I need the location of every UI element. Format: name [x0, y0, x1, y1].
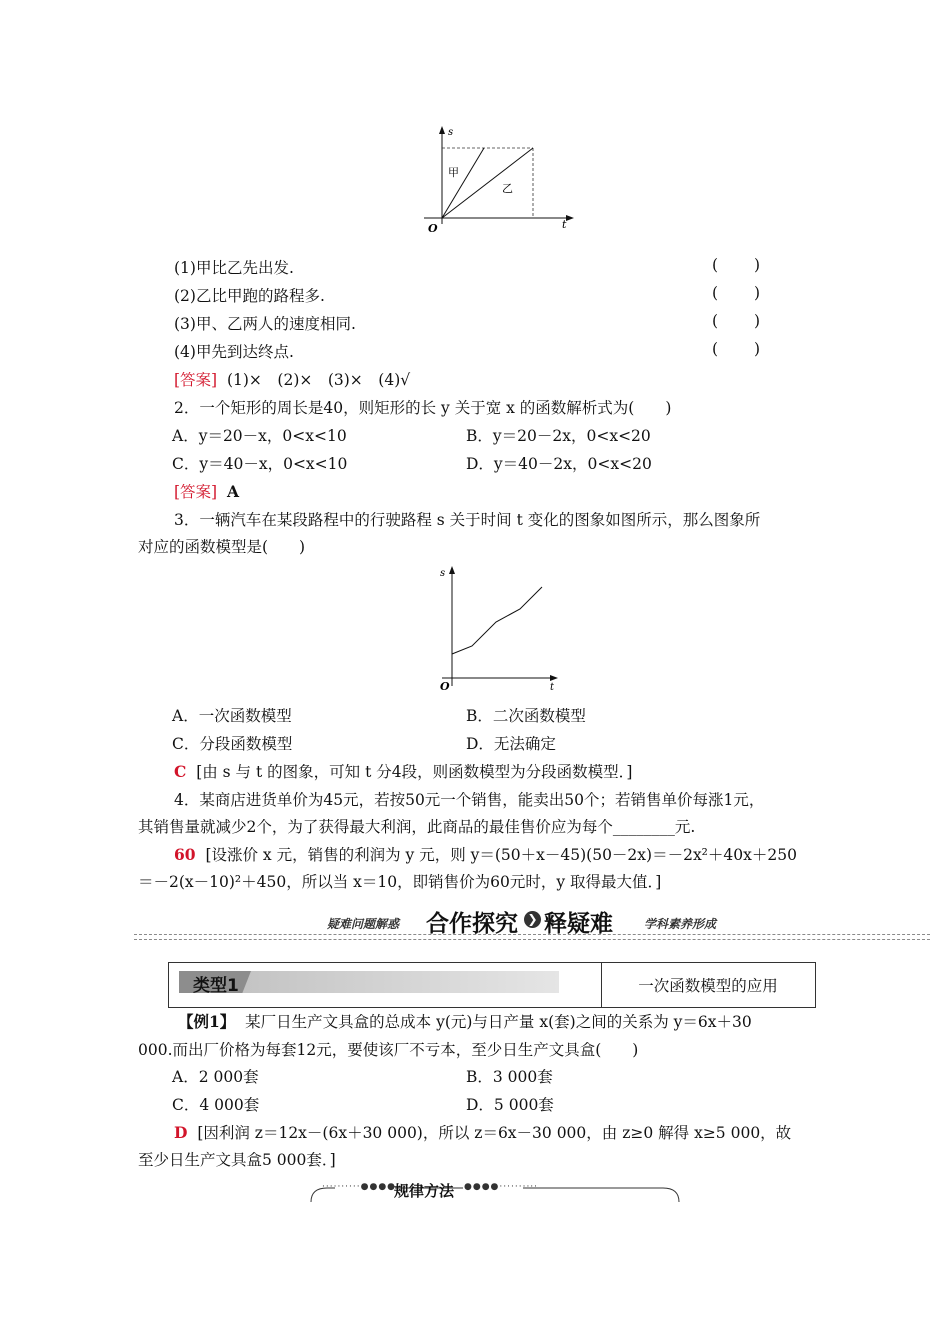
- distance-time-graph-1: [410, 124, 580, 236]
- origin-label: O: [440, 680, 450, 693]
- method-title: 规律方法: [394, 1182, 455, 1200]
- q3-option-d: D．无法确定: [466, 735, 556, 753]
- t-axis-label: t: [550, 682, 555, 693]
- q3-stem-line2: 对应的函数模型是( ): [138, 538, 306, 556]
- banner-left-text: 疑难问题解惑: [327, 917, 400, 931]
- q3-option-c: C．分段函数模型: [172, 735, 293, 753]
- ex1-option-c: C．4 000套: [172, 1096, 260, 1114]
- answer-label: [答案]: [174, 371, 218, 389]
- method-dots-right: ●●●●··········: [464, 1182, 539, 1192]
- jia-label: 甲: [448, 166, 459, 179]
- type-title: 一次函数模型的应用: [638, 977, 778, 995]
- answer-letter: D: [174, 1123, 188, 1142]
- example-label: 【例1】: [178, 1012, 236, 1031]
- q2-answer: [答案] A: [174, 482, 239, 501]
- t-axis-label: t: [562, 218, 567, 231]
- ex1-answer-line1: D [因利润 z＝12x－(6x＋30 000)，所以 z＝6x－30 000，由 z≥0 解得 x≥5 000，故: [174, 1123, 792, 1142]
- distance-time-graph-2: [430, 562, 570, 694]
- q2-option-c: C．y＝40－x，0<x<10: [172, 455, 348, 473]
- type-tag: [179, 971, 559, 996]
- banner-title-main: 合作探究: [426, 911, 518, 937]
- piecewise-line: [452, 587, 542, 654]
- q1-answer: [答案] (1)× (2)× (3)× (4)√: [174, 371, 411, 389]
- answer-label: [答案]: [174, 483, 218, 501]
- q1-item: (3)甲、乙两人的速度相同.: [174, 315, 356, 333]
- answer-parentheses: ( ): [712, 340, 760, 358]
- q3-option-b: B．二次函数模型: [466, 707, 586, 725]
- yi-label: 乙: [502, 182, 513, 195]
- answer-value: 60: [174, 845, 196, 864]
- answer-parentheses: ( ): [712, 256, 760, 274]
- q1-item: (2)乙比甲跑的路程多.: [174, 287, 325, 305]
- ex1-answer-line2: 至少日生产文具盒5 000套．]: [138, 1151, 336, 1169]
- q4-answer-line1: 60 [设涨价 x 元，销售的利润为 y 元，则 y＝(50＋x－45)(50－2x)＝－2x²＋40x＋250: [174, 845, 797, 864]
- q2-option-b: B．y＝20－2x，0<x<20: [466, 427, 651, 445]
- type-header-box: [168, 962, 816, 1008]
- origin-label: O: [428, 222, 438, 235]
- s-axis-label: s: [448, 127, 454, 138]
- q2-option-a: A．y＝20－x，0<x<10: [172, 427, 347, 445]
- banner-right-text: 学科素养形成: [644, 917, 717, 931]
- type-tag-label: 类型1: [193, 976, 239, 996]
- banner-title-second: 释疑难: [544, 911, 613, 937]
- q4-answer-line2: ＝－2(x－10)²＋450，所以当 x＝10，即销售价为60元时，y 取得最大值．]: [138, 873, 662, 891]
- q1-item: (1)甲比乙先出发.: [174, 259, 294, 277]
- ex1-stem-line1: 【例1】 某厂日生产文具盒的总成本 y(元)与日产量 x(套)之间的关系为 y＝6x＋30: [178, 1012, 752, 1031]
- banner-divider: [134, 939, 930, 940]
- q1-item: (4)甲先到达终点.: [174, 343, 294, 361]
- answer-parentheses: ( ): [712, 284, 760, 302]
- jia-line: [442, 148, 484, 218]
- answer-parentheses: ( ): [712, 312, 760, 330]
- banner-arrow-icon: ❯: [524, 911, 541, 928]
- ex1-option-a: A．2 000套: [172, 1068, 259, 1086]
- q4-stem-line1: 4．某商店进货单价为45元，若按50元一个销售，能卖出50个；若销售单价每涨1元，: [174, 791, 765, 809]
- ex1-option-b: B．3 000套: [466, 1068, 553, 1086]
- ex1-option-d: D．5 000套: [466, 1096, 554, 1114]
- method-dots-left: ··········●●●●: [322, 1182, 397, 1192]
- q3-answer: C [由 s 与 t 的图象，可知 t 分4段，则函数模型为分段函数模型．]: [174, 762, 633, 781]
- q2-stem: 2．一个矩形的周长是40，则矩形的长 y 关于宽 x 的函数解析式为( ): [174, 399, 672, 417]
- answer-letter: C: [174, 762, 187, 781]
- banner-divider: [134, 934, 930, 935]
- yi-line: [442, 148, 533, 218]
- ex1-stem-line2: 000.而出厂价格为每套12元，要使该厂不亏本，至少日生产文具盒( ): [138, 1041, 639, 1059]
- q3-stem-line1: 3．一辆汽车在某段路程中的行驶路程 s 关于时间 t 变化的图象如图所示，那么图象所: [174, 511, 761, 529]
- s-axis-label: s: [440, 568, 446, 579]
- q3-option-a: A．一次函数模型: [172, 707, 292, 725]
- q4-stem-line2: 其销售量就减少2个，为了获得最大利润，此商品的最佳售价应为每个________元.: [138, 818, 696, 836]
- q2-option-d: D．y＝40－2x，0<x<20: [466, 455, 652, 473]
